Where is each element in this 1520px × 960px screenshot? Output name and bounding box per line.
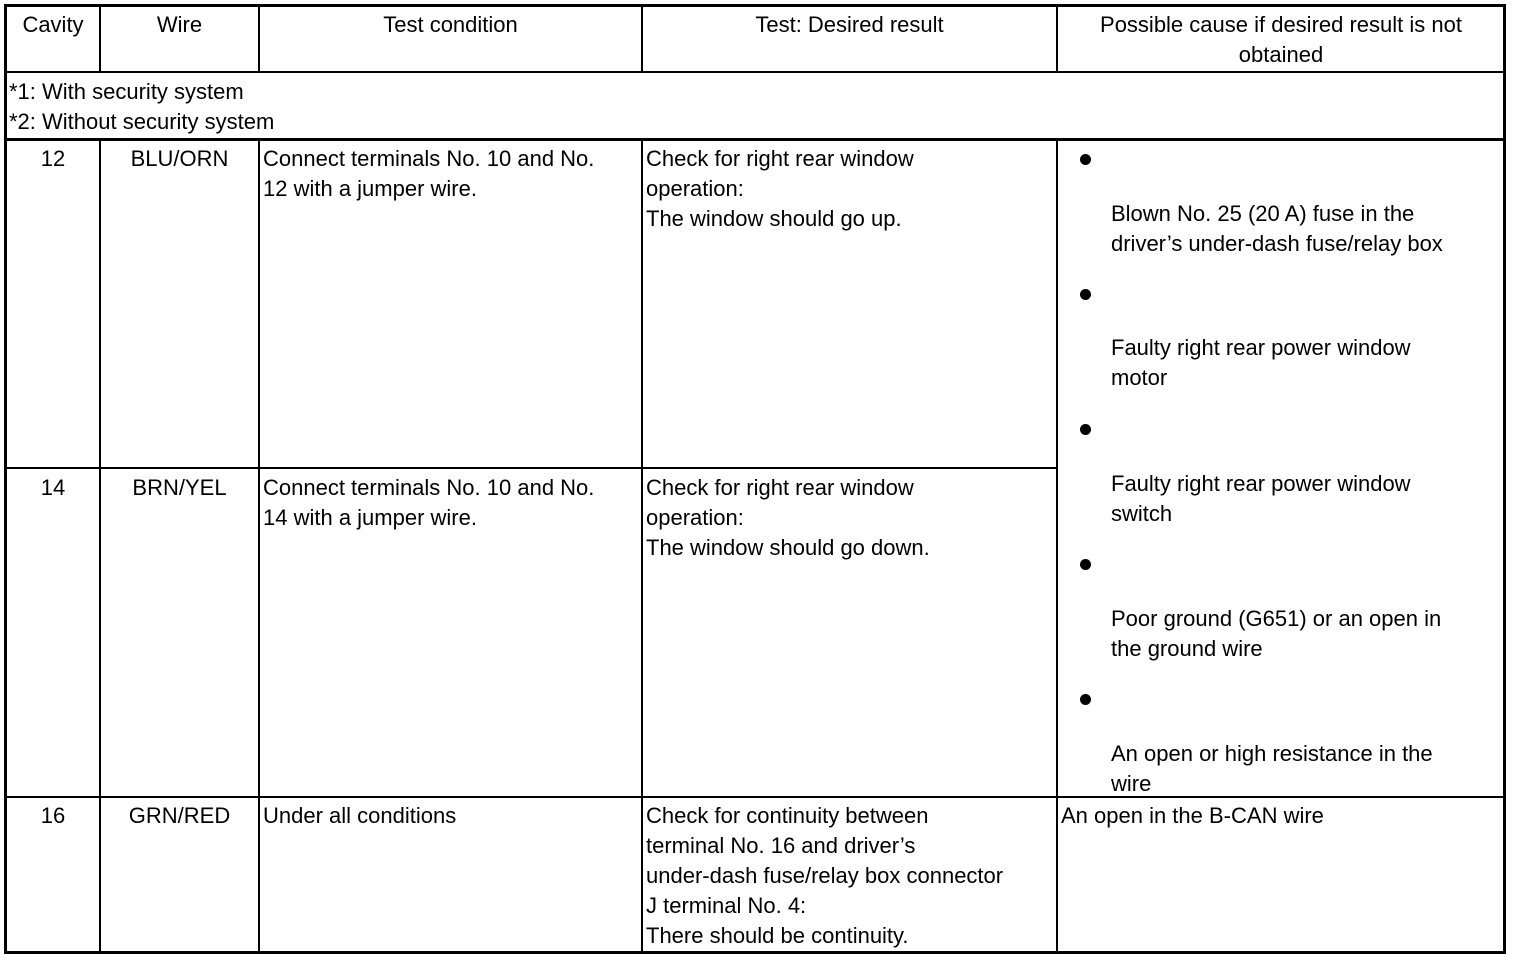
header-possible-cause: Possible cause if desired result is not obtained [1100,12,1462,67]
notes-bottom-rule [7,138,1503,141]
cause-open-wire: An open or high resistance in the wire [1111,741,1433,796]
row-14-cavity: 14 [40,475,66,500]
note-no-security: *2: Without security system [9,109,275,134]
col-divider-4 [1056,140,1058,951]
bullet-icon [1080,289,1091,300]
cause-faulty-switch: Faulty right rear power window switch [1111,471,1411,526]
header-test-condition: Test condition [383,12,518,37]
header-wire: Wire [156,12,203,37]
cause-blown-fuse: Blown No. 25 (20 A) fuse in the driver’s under-dash fuse/relay box [1111,201,1443,256]
cause-poor-ground: Poor ground (G651) or an open in the ground wire [1111,606,1442,661]
header-desired-result: Test: Desired result [755,12,944,37]
bullet-icon [1080,154,1091,165]
header-bottom-rule [7,71,1503,73]
bullet-icon [1080,694,1091,705]
row-16-condition: Under all conditions [263,803,457,828]
row-16-cause: An open in the B-CAN wire [1061,803,1324,828]
row-16-result: Check for continuity between terminal No. 16 and driver’s under-dash fuse/relay box connector J terminal No. 4: There should be continuity. [646,803,1004,948]
header-cavity: Cavity [22,12,84,37]
row-14-condition: Connect terminals No. 10 and No. 14 with a jumper wire. [263,475,595,530]
bullet-icon [1080,559,1091,570]
col-divider-3 [641,140,643,951]
note-security: *1: With security system [9,79,244,104]
bullet-icon [1080,424,1091,435]
row-12-condition: Connect terminals No. 10 and No. 12 with a jumper wire. [263,146,595,201]
cause-faulty-motor: Faulty right rear power window motor [1111,335,1411,390]
row-12-cavity: 12 [40,146,66,171]
row-16-wire: GRN/RED [128,803,231,828]
row-12-wire: BLU/ORN [130,146,229,171]
row-12-bottom-rule [7,467,1058,469]
row-16-cavity: 16 [40,803,66,828]
col-divider-2 [258,140,260,951]
row-14-wire: BRN/YEL [132,475,227,500]
row-12-result: Check for right rear window operation: The window should go up. [646,146,914,231]
row-14-result: Check for right rear window operation: The window should go down. [646,475,930,560]
